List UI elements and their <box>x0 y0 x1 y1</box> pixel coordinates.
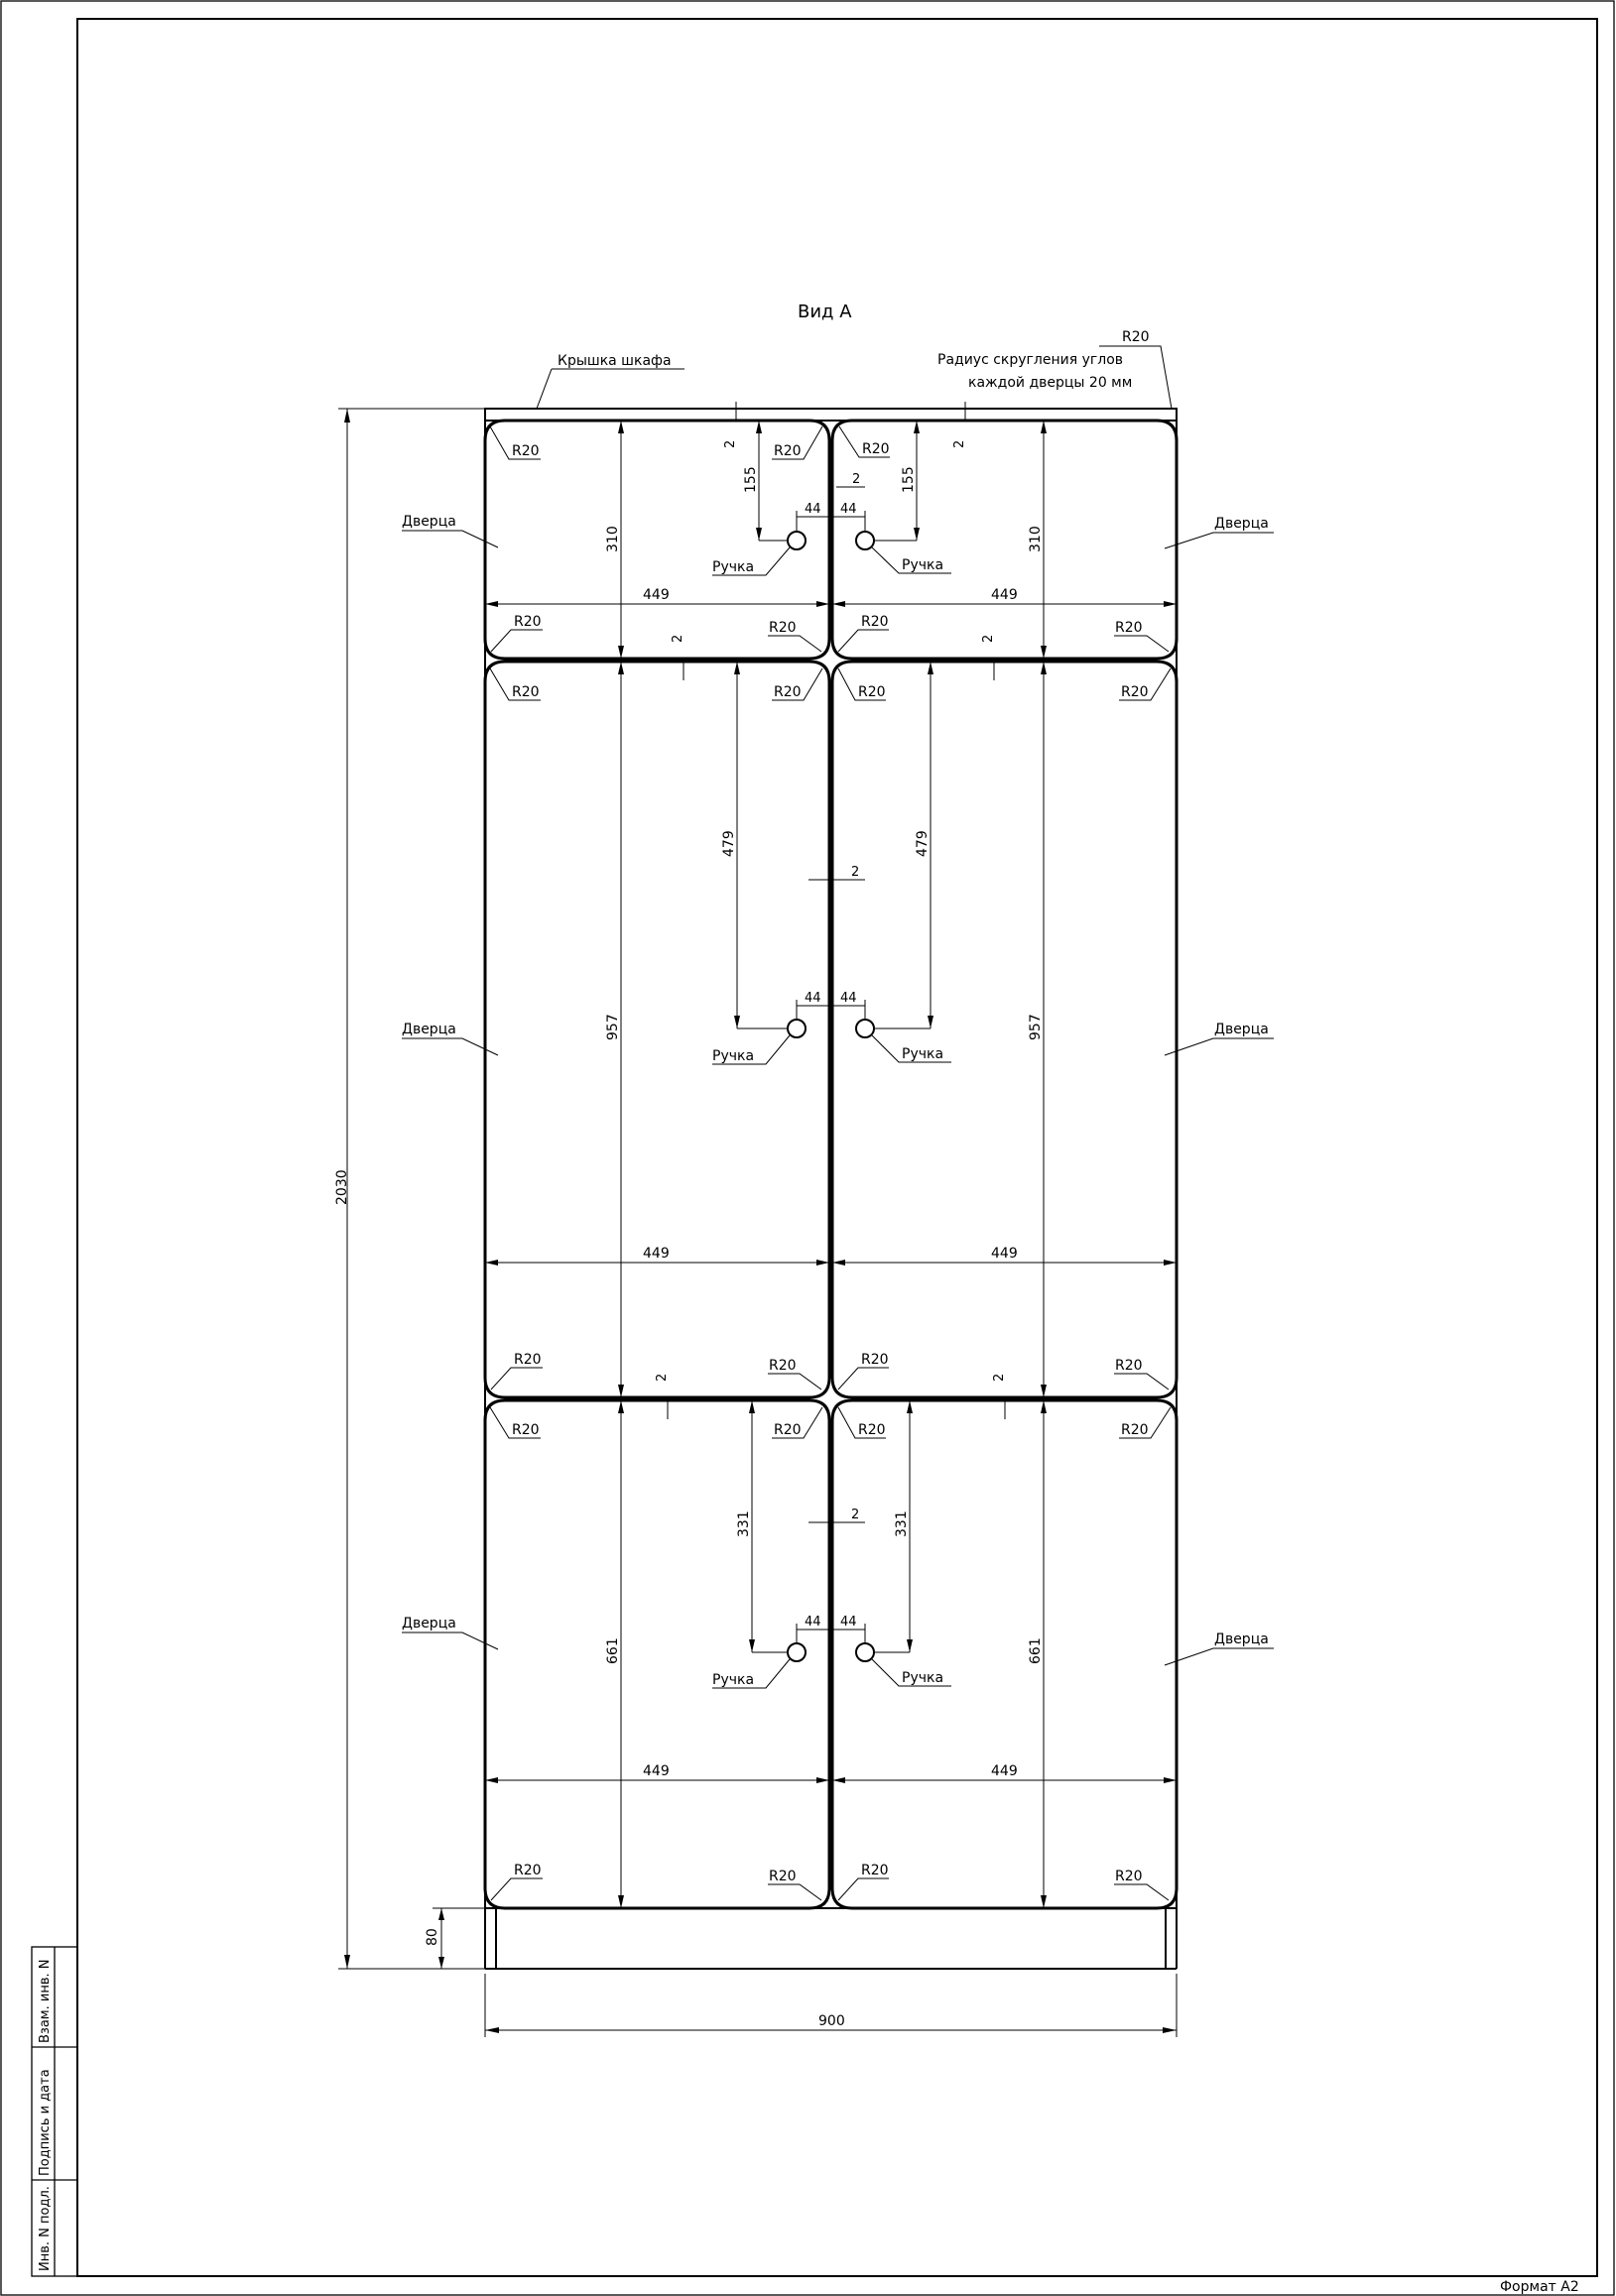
svg-text:479: 479 <box>915 830 931 857</box>
handle-top-left <box>788 532 806 549</box>
handle-label: Ручка <box>902 1046 944 1062</box>
svg-text:R20: R20 <box>1121 684 1149 700</box>
door-label: Дверца <box>1214 1631 1269 1647</box>
svg-text:R20: R20 <box>862 441 890 457</box>
svg-text:R20: R20 <box>861 1352 889 1368</box>
door-label: Дверца <box>402 1022 456 1037</box>
svg-text:R20: R20 <box>769 620 797 636</box>
door-mid-left <box>485 662 829 1397</box>
svg-text:44: 44 <box>805 1615 821 1630</box>
svg-text:2: 2 <box>851 865 860 880</box>
radius-note-r: R20 <box>1122 329 1150 345</box>
svg-text:R20: R20 <box>512 684 540 700</box>
svg-text:R20: R20 <box>512 443 540 459</box>
door-bottom-left <box>485 1400 829 1908</box>
svg-text:2: 2 <box>723 439 738 448</box>
svg-text:R20: R20 <box>1115 620 1143 636</box>
svg-text:44: 44 <box>805 991 821 1006</box>
svg-text:155: 155 <box>901 466 917 493</box>
svg-text:449: 449 <box>643 1763 670 1779</box>
svg-text:479: 479 <box>721 830 737 857</box>
svg-text:R20: R20 <box>1115 1869 1143 1884</box>
handle-label: Ручка <box>712 1048 755 1064</box>
doors <box>485 421 1177 1908</box>
svg-text:R20: R20 <box>861 614 889 630</box>
stamp-sign-date: Подпись и дата <box>38 2069 53 2176</box>
svg-text:661: 661 <box>605 1637 621 1664</box>
svg-text:310: 310 <box>1028 526 1044 552</box>
svg-text:449: 449 <box>643 1246 670 1262</box>
sheet-inner-frame <box>77 19 1597 2276</box>
svg-text:449: 449 <box>991 1246 1018 1262</box>
svg-text:449: 449 <box>991 587 1018 603</box>
svg-text:2: 2 <box>851 1508 860 1522</box>
door-label: Дверца <box>1214 516 1269 532</box>
svg-text:R20: R20 <box>769 1358 797 1374</box>
door-height-dims <box>605 421 1047 1908</box>
view-title: Вид А <box>798 302 852 322</box>
svg-text:661: 661 <box>1028 1637 1044 1664</box>
svg-text:R20: R20 <box>514 614 542 630</box>
radius-note <box>937 329 1172 409</box>
svg-text:44: 44 <box>840 502 857 517</box>
door-label: Дверца <box>402 1616 456 1631</box>
svg-text:R20: R20 <box>858 1422 886 1438</box>
door-label: Дверца <box>1214 1022 1269 1037</box>
dim-total-width: 900 <box>818 2013 845 2029</box>
svg-text:310: 310 <box>605 526 621 552</box>
svg-text:2: 2 <box>992 1373 1007 1382</box>
svg-text:R20: R20 <box>769 1869 797 1884</box>
svg-text:957: 957 <box>1028 1014 1044 1040</box>
svg-text:R20: R20 <box>1121 1422 1149 1438</box>
svg-text:155: 155 <box>743 466 759 493</box>
handle-mid-left <box>788 1020 806 1037</box>
handle-label: Ручка <box>902 1670 944 1686</box>
format-label: Формат А2 <box>1500 2279 1579 2295</box>
svg-text:R20: R20 <box>861 1863 889 1878</box>
svg-text:449: 449 <box>643 587 670 603</box>
side-stamp <box>32 1947 77 2276</box>
svg-text:R20: R20 <box>1115 1358 1143 1374</box>
svg-text:44: 44 <box>805 502 821 517</box>
handle-label: Ручка <box>902 557 944 573</box>
svg-text:2: 2 <box>981 634 996 643</box>
overall-dimensions <box>334 409 1177 2037</box>
door-label: Дверца <box>402 514 456 530</box>
handle-bottom-left <box>788 1643 806 1661</box>
radius-note-line1: Радиус скругления углов <box>937 352 1124 368</box>
handle-distance-dims <box>721 421 933 1652</box>
svg-text:R20: R20 <box>858 684 886 700</box>
dim-total-height: 2030 <box>334 1169 350 1205</box>
svg-text:957: 957 <box>605 1014 621 1040</box>
door-bottom-right <box>832 1400 1177 1908</box>
svg-text:2: 2 <box>655 1373 670 1382</box>
svg-text:449: 449 <box>991 1763 1018 1779</box>
svg-text:R20: R20 <box>774 684 802 700</box>
handle-label: Ручка <box>712 1672 755 1688</box>
door-mid-right <box>832 662 1177 1397</box>
stamp-vzam-inv: Взам. инв. N <box>38 1959 53 2043</box>
svg-text:R20: R20 <box>514 1863 542 1878</box>
sheet-outer-border <box>1 1 1614 2295</box>
stamp-inv-subl: Инв. N подл. <box>38 2186 53 2271</box>
svg-text:R20: R20 <box>774 443 802 459</box>
svg-text:331: 331 <box>894 1511 910 1537</box>
handle-bottom-right <box>856 1643 874 1661</box>
handle-top-right <box>856 532 874 549</box>
svg-text:44: 44 <box>840 1615 857 1630</box>
svg-text:2: 2 <box>852 472 861 487</box>
plinth <box>485 1908 1177 1969</box>
radius-note-line2: каждой дверцы 20 мм <box>968 375 1133 391</box>
svg-text:R20: R20 <box>514 1352 542 1368</box>
handle-mid-right <box>856 1020 874 1037</box>
dim-plinth-height: 80 <box>425 1928 440 1946</box>
svg-text:2: 2 <box>671 634 685 643</box>
svg-text:44: 44 <box>840 991 857 1006</box>
svg-text:2: 2 <box>952 439 967 448</box>
svg-text:331: 331 <box>736 1511 752 1537</box>
svg-text:R20: R20 <box>512 1422 540 1438</box>
handle-label: Ручка <box>712 559 755 575</box>
svg-text:R20: R20 <box>774 1422 802 1438</box>
lid-label: Крышка шкафа <box>558 353 672 369</box>
